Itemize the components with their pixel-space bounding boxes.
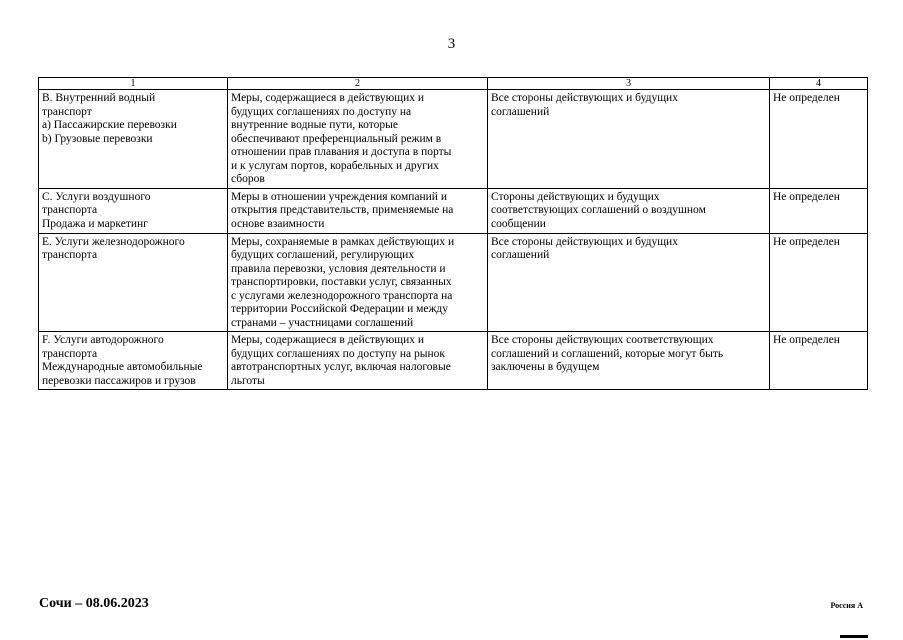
cell-line: льготы (231, 374, 265, 387)
cell-line: и к услугам портов, корабельных и других (231, 159, 439, 172)
cell-line: будущих соглашениях по доступу на рынок (231, 347, 445, 360)
measures-cell (228, 90, 488, 189)
column-header-1: 1 (39, 78, 228, 90)
cell-line: соглашений (491, 105, 550, 118)
parties-cell (488, 90, 770, 189)
cell-line: Не определен (773, 190, 840, 203)
footer-document-code: Россия A (830, 601, 863, 610)
cell-line: соглашений и соглашений, которые могут быть (491, 347, 724, 360)
cell-line: Все стороны действующих и будущих (491, 235, 678, 248)
cell-line: перевозки пассажиров и грузов (42, 374, 196, 387)
cell-line: b) Грузовые перевозки (42, 132, 153, 145)
cell-line: соглашений (491, 249, 550, 261)
parties-cell (488, 332, 770, 390)
cell-line: транспорт (42, 105, 92, 118)
cell-line: основе взаимности (231, 217, 325, 230)
duration-cell (770, 332, 868, 390)
parties-cell (488, 188, 770, 233)
cell-line: F. Услуги автодорожного (42, 334, 164, 346)
cell-line: Не определен (773, 235, 840, 248)
cell-line: правила перевозки, условия деятельности и (231, 262, 446, 275)
cell-line: Стороны действующих и будущих (491, 190, 660, 203)
transport-services-table (38, 77, 868, 390)
footer-place-date: Сочи – 08.06.2023 (39, 596, 149, 611)
table-row (39, 90, 868, 189)
parties-cell (488, 233, 770, 332)
cell-line: заключены в будущем (491, 361, 600, 373)
duration-cell (770, 233, 868, 332)
cell-line: Все стороны действующих и будущих (491, 92, 678, 104)
page-number: 3 (447, 36, 456, 52)
cell-line: территории Российской Федерации и между (231, 303, 449, 315)
cell-line: Все стороны действующих соответствующих (491, 334, 714, 346)
scan-edge-mark (840, 635, 868, 638)
sector-cell (39, 188, 228, 233)
cell-line: Меры, содержащиеся в действующих и (231, 334, 425, 346)
cell-line: Международные автомобильные (42, 361, 203, 373)
duration-cell (770, 188, 868, 233)
measures-cell (228, 233, 488, 332)
cell-line: Не определен (773, 334, 840, 346)
cell-line: будущих соглашениях по доступу на (231, 105, 412, 118)
measures-cell (228, 332, 488, 390)
column-header-2: 2 (228, 78, 488, 90)
cell-line: обеспечивают преференциальный режим в (231, 132, 442, 145)
table-row (39, 188, 868, 233)
cell-line: сообщении (491, 217, 546, 230)
sector-cell (39, 233, 228, 332)
cell-line: Продажа и маркетинг (42, 217, 148, 230)
column-header-4: 4 (770, 78, 868, 90)
cell-line: соответствующих соглашений о воздушном (491, 204, 706, 216)
duration-cell (770, 90, 868, 189)
table-header-row (39, 78, 868, 90)
cell-line: Меры в отношении учреждения компаний и (231, 190, 447, 203)
sector-cell (39, 90, 228, 189)
table-row (39, 332, 868, 390)
cell-line: a) Пассажирские перевозки (42, 119, 177, 131)
cell-line: Не определен (773, 92, 840, 104)
cell-line: странами – участницами соглашений (231, 316, 414, 329)
cell-line: сборов (231, 173, 265, 185)
table-row (39, 233, 868, 332)
measures-cell (228, 188, 488, 233)
cell-line: Меры, содержащиеся в действующих и (231, 92, 425, 104)
sector-cell (39, 332, 228, 390)
cell-line: транспорта (42, 204, 98, 216)
cell-line: открытия представительств, применяемые на (231, 204, 454, 216)
cell-line: B. Внутренний водный (42, 92, 156, 104)
cell-line: транспорта (42, 249, 98, 261)
cell-line: E. Услуги железнодорожного (42, 235, 185, 248)
cell-line: C. Услуги воздушного (42, 190, 151, 203)
cell-line: с услугами железнодорожного транспорта на (231, 289, 453, 302)
cell-line: отношении прав плавания и доступа в порты (231, 146, 452, 158)
cell-line: автотранспортных услуг, включая налоговые (231, 361, 451, 373)
cell-line: внутренние водные пути, которые (231, 119, 398, 131)
column-header-3: 3 (488, 78, 770, 90)
cell-line: транспорта (42, 347, 98, 360)
cell-line: будущих соглашений, регулирующих (231, 249, 415, 261)
cell-line: Меры, сохраняемые в рамках действующих и (231, 235, 455, 248)
cell-line: транспортировки, поставки услуг, связанных (231, 276, 452, 288)
